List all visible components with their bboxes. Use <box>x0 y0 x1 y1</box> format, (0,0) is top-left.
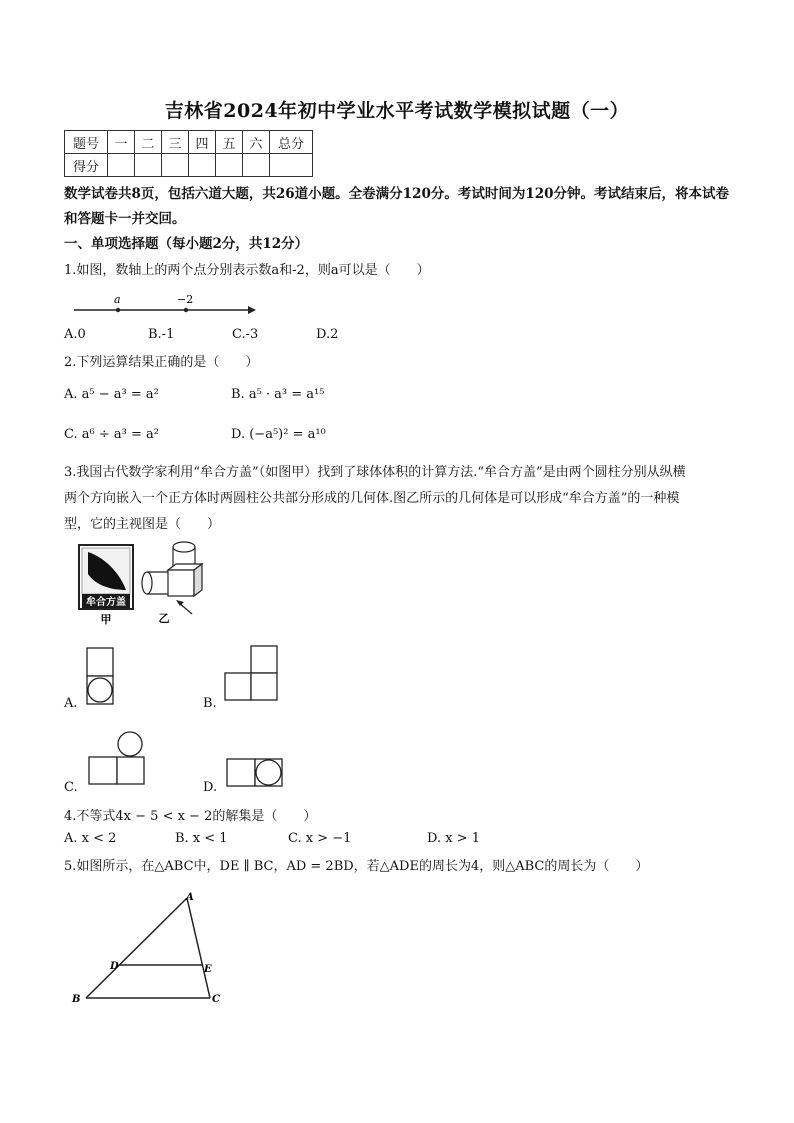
question-3-option-c: C. <box>64 780 78 795</box>
side-ab <box>86 898 187 998</box>
question-2-stem: 2.下列运算结果正确的是（ ） <box>64 355 259 370</box>
score-cell-header: 六 <box>243 131 270 154</box>
score-cell-empty <box>162 154 189 177</box>
question-4-option-a: A. x < 2 <box>64 831 117 846</box>
score-cell-header: 五 <box>216 131 243 154</box>
score-cell-header: 二 <box>135 131 162 154</box>
question-2-option-d: D. (−a⁵)² = a¹⁰ <box>231 427 326 442</box>
score-table-header-row <box>65 131 313 154</box>
option-b-view <box>223 645 281 705</box>
figure-label-jia: 甲 <box>100 613 112 626</box>
score-row-label: 得分 <box>65 154 108 177</box>
page-title: 吉林省2024年初中学业水平考试数学模拟试题（一） <box>164 100 630 122</box>
vertex-c-label: C <box>212 994 220 1005</box>
score-cell-header: 四 <box>189 131 216 154</box>
question-2-option-c: C. a⁶ ÷ a³ = a² <box>64 427 159 442</box>
vertex-d-label: D <box>110 961 119 972</box>
number-line-figure <box>70 292 270 318</box>
score-cell-empty <box>270 154 313 177</box>
score-cell-header: 三 <box>162 131 189 154</box>
question-3-option-a: A. <box>64 696 78 711</box>
option-d-view <box>225 757 285 789</box>
question-3-stem-line: 3.我国古代数学家利用“牟合方盖”（如图甲）找到了球体体积的计算方法.“牟合方盖”是由两个圆柱分别从纵横 <box>64 465 686 480</box>
label-a: a <box>114 293 121 306</box>
section-heading: 一、单项选择题（每小题2分，共12分） <box>64 236 309 252</box>
question-1-option-d: D.2 <box>316 327 339 342</box>
figure-label-yi: 乙 <box>158 612 170 625</box>
figure-jia-mouhe-fanggai <box>78 544 138 626</box>
question-5-stem: 5.如图所示，在△ABC中，DE ∥ BC，AD = 2BD，若△ADE的周长为4，则△ABC的周长为（ ） <box>64 859 649 874</box>
score-cell-header: 一 <box>108 131 135 154</box>
question-2-option-b: B. a⁵ · a³ = a¹⁵ <box>231 387 325 402</box>
vertex-a-label: A <box>186 892 194 903</box>
question-1-option-a: A.0 <box>64 327 86 342</box>
question-4-stem: 4.不等式4x − 5 < x − 2的解集是（ ） <box>64 809 317 824</box>
option-c-view <box>87 730 147 788</box>
score-cell-empty <box>189 154 216 177</box>
question-1-option-b: B.-1 <box>148 327 175 342</box>
score-cell-empty <box>108 154 135 177</box>
point-a <box>116 308 120 312</box>
question-4-option-d: D. x > 1 <box>427 831 480 846</box>
figure-yi-solid <box>138 540 218 626</box>
score-cell-empty <box>243 154 270 177</box>
score-cell-header: 题号 <box>65 131 108 154</box>
question-2-option-a: A. a⁵ − a³ = a² <box>64 387 159 402</box>
triangle-figure <box>66 890 236 1010</box>
question-3-stem-line: 型，它的主视图是（ ） <box>64 517 221 532</box>
exam-instructions: 数学试卷共8页，包括六道大题，共26道小题。全卷满分120分。考试时间为120分钟。考试结束后，将本试卷和答题卡一并交回。 <box>64 186 730 227</box>
score-cell-header: 总分 <box>270 131 313 154</box>
score-table <box>64 130 313 177</box>
question-3-stem <box>64 460 744 538</box>
label-neg2: −2 <box>177 293 194 306</box>
question-4-option-c: C. x > −1 <box>288 831 352 846</box>
side-ac <box>187 898 210 998</box>
question-4-option-b: B. x < 1 <box>175 831 228 846</box>
vertex-e-label: E <box>204 964 212 975</box>
question-1-option-c: C.-3 <box>232 327 259 342</box>
option-a-view <box>86 647 116 707</box>
score-cell-empty <box>216 154 243 177</box>
question-3-option-b: B. <box>203 696 217 711</box>
question-3-stem-line: 两个方向嵌入一个正方体时两圆柱公共部分形成的几何体.图乙所示的几何体是可以形成“牟合方盖”的一种模 <box>64 491 680 506</box>
number-line-arrow <box>248 306 256 314</box>
point-neg2 <box>184 308 188 312</box>
question-1-stem: 1.如图，数轴上的两个点分别表示数a和-2，则a可以是（ ） <box>64 263 430 278</box>
vertex-b-label: B <box>72 994 81 1005</box>
score-table-score-row <box>65 154 313 177</box>
score-cell-empty <box>135 154 162 177</box>
question-3-option-d: D. <box>203 780 218 795</box>
figure-caption: 牟合方盖 <box>86 597 126 608</box>
